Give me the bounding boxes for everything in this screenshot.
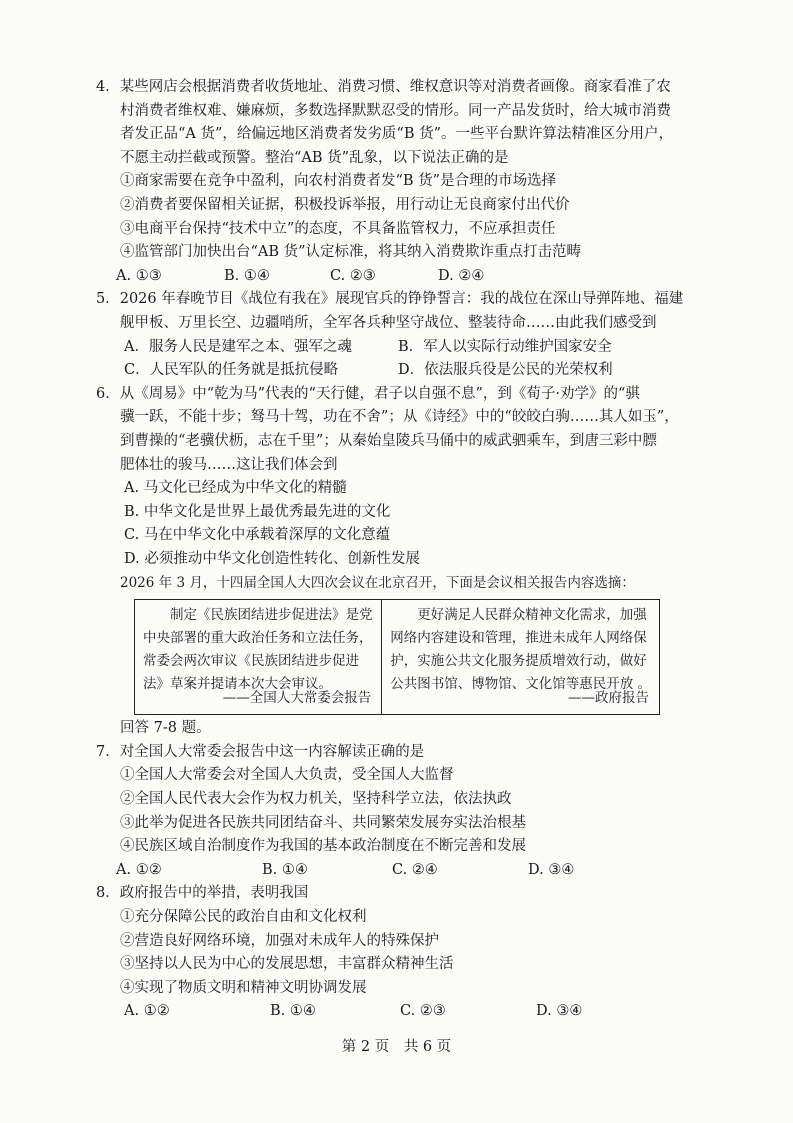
q4-option-a[interactable]: A. ①③ <box>116 267 162 284</box>
material-right-line-3: 护，实施公共文化服务提质增效行动，做好 <box>390 653 647 670</box>
q5-option-c[interactable]: C．人民军队的任务就是抵抗侵略 <box>124 362 339 379</box>
q5-line-2: 舰甲板、万里长空、边疆哨所，全军各兵种坚守战位、整装待命……由此我们感受到 <box>120 315 657 331</box>
q4-statement-1: ①商家需要在竞争中盈利，向农村消费者发“B 货”是合理的市场选择 <box>120 173 557 190</box>
q5-line-1: 5．2026 年春晚节目《战位有我在》展现官兵的铮铮誓言：我的战位在深山导弹阵地、福建 <box>96 291 684 308</box>
q4-line-2: 村消费者维权难、嫌麻烦，多数选择默默忍受的情形。同一产品发货时，给大城市消费 <box>120 102 671 119</box>
q8-option-b[interactable]: B. ①④ <box>270 1003 316 1020</box>
q8-statement-3: ③坚持以人民为中心的发展思想，丰富群众精神生活 <box>120 956 454 973</box>
q8-option-d[interactable]: D. ③④ <box>536 1003 583 1020</box>
q7-option-d[interactable]: D. ③④ <box>528 861 575 878</box>
q6-line-4: 肥体壮的骏马……这让我们体会到 <box>120 456 338 473</box>
q6-option-c[interactable]: C. 马在中华文化中承载着深厚的文化意蕴 <box>124 527 391 544</box>
q5-option-d[interactable]: D．依法服兵役是公民的光荣权利 <box>398 362 613 379</box>
q8-stem: 8．政府报告中的举措，表明我国 <box>96 885 309 902</box>
q5-option-a[interactable]: A．服务人民是建军之本、强军之魂 <box>124 338 352 355</box>
material-right-line-2: 网络内容建设和管理，推进未成年人网络保 <box>390 630 647 647</box>
material-intro: 2026 年 3 月，十四届全国人大四次会议在北京召开，下面是会议相关报告内容选摘： <box>120 574 635 591</box>
material-left-line-3: 常委会两次审议《民族团结进步促进 <box>143 653 359 670</box>
material-right-line-4: 公共图书馆、博物馆、文化馆等惠民开放 。 <box>390 676 651 693</box>
material-right-source: ——政府报告 <box>568 690 649 707</box>
page-footer: 第 2 页 共 6 页 <box>341 1039 452 1056</box>
q8-option-a[interactable]: A. ①② <box>124 1003 170 1020</box>
q8-statement-4: ④实现了物质文明和精神文明协调发展 <box>120 979 367 996</box>
material-left-source: ——全国人大常委会报告 <box>222 690 372 707</box>
q4-line-3: 者发正品“A 货”，给偏远地区消费者发劣质“B 货”。一些平台默许算法精准区分用户， <box>120 126 673 143</box>
material-right-line-1: 更好满足人民群众精神文化需求，加强 <box>390 607 647 624</box>
q4-option-c[interactable]: C. ②③ <box>330 267 376 284</box>
q7-option-a[interactable]: A. ①② <box>116 861 162 878</box>
material-left-line-4: 法》草案并提请本次大会审议。 <box>143 676 332 693</box>
q4-line-1: 4．某些网店会根据消费者收货地址、消费习惯、维权意识等对消费者画像。商家看准了农 <box>96 79 671 95</box>
q5-option-b[interactable]: B．军人以实际行动维护国家安全 <box>398 338 612 355</box>
q4-statement-3: ③电商平台保持“技术中立”的态度，不具备监管权力，不应承担责任 <box>120 220 556 237</box>
q6-line-2: 骥一跃，不能十步；驽马十驾，功在不舍”；从《诗经》中的“皎皎白驹……其人如玉”， <box>120 409 679 426</box>
q7-option-c[interactable]: C. ②④ <box>392 861 438 878</box>
q4-statement-2: ②消费者要保留相关证据，积极投诉举报，用行动让无良商家付出代价 <box>120 197 570 213</box>
q7-stem: 7．对全国人大常委会报告中这一内容解读正确的是 <box>96 743 425 760</box>
q7-statement-1: ①全国人大常委会对全国人大负责，受全国人大监督 <box>120 767 454 784</box>
q8-option-c[interactable]: C. ②③ <box>400 1003 446 1020</box>
material-left-cell <box>135 600 381 714</box>
material-box <box>134 599 660 715</box>
material-after: 回答 7-8 题。 <box>120 720 211 737</box>
q4-line-4: 不愿主动拦截或预警。整治“AB 货”乱象，以下说法正确的是 <box>120 149 509 166</box>
material-left-line-2: 中央部署的重大政治任务和立法任务， <box>143 630 373 647</box>
q8-statement-1: ①充分保障公民的政治自由和文化权利 <box>120 909 367 925</box>
q6-option-d[interactable]: D. 必须推动中华文化创造性转化、创新性发展 <box>124 551 420 567</box>
q7-statement-4: ④民族区域自治制度作为我国的基本政治制度在不断完善和发展 <box>120 838 526 855</box>
q7-statement-3: ③此举为促进各民族共同团结奋斗、共同繁荣发展夯实法治根基 <box>120 814 526 831</box>
q8-statement-2: ②营造良好网络环境，加强对未成年人的特殊保护 <box>120 932 439 949</box>
q4-option-d[interactable]: D. ②④ <box>438 267 485 284</box>
q7-statement-2: ②全国人民代表大会作为权力机关，坚持科学立法，依法执政 <box>120 791 512 807</box>
material-right-cell <box>381 600 659 714</box>
q4-option-b[interactable]: B. ①④ <box>224 267 270 284</box>
q6-line-1: 6．从《周易》中“乾为马”代表的“天行健，君子以自强不息”，到《荀子·劝学》的“骐 <box>96 385 640 402</box>
q6-line-3: 到曹操的“老骥伏枥，志在千里”；从秦始皇陵兵马俑中的威武驷乘车，到唐三彩中膘 <box>120 433 657 449</box>
q6-option-a[interactable]: A. 马文化已经成为中华文化的精髓 <box>124 480 347 497</box>
material-left-line-1: 制定《民族团结进步促进法》是党 <box>143 607 373 624</box>
q6-option-b[interactable]: B. 中华文化是世界上最优秀最先进的文化 <box>124 503 391 520</box>
q4-statement-4: ④监管部门加快出台“AB 货”认定标准，将其纳入消费欺诈重点打击范畴 <box>120 244 582 261</box>
q7-option-b[interactable]: B. ①④ <box>262 861 308 878</box>
